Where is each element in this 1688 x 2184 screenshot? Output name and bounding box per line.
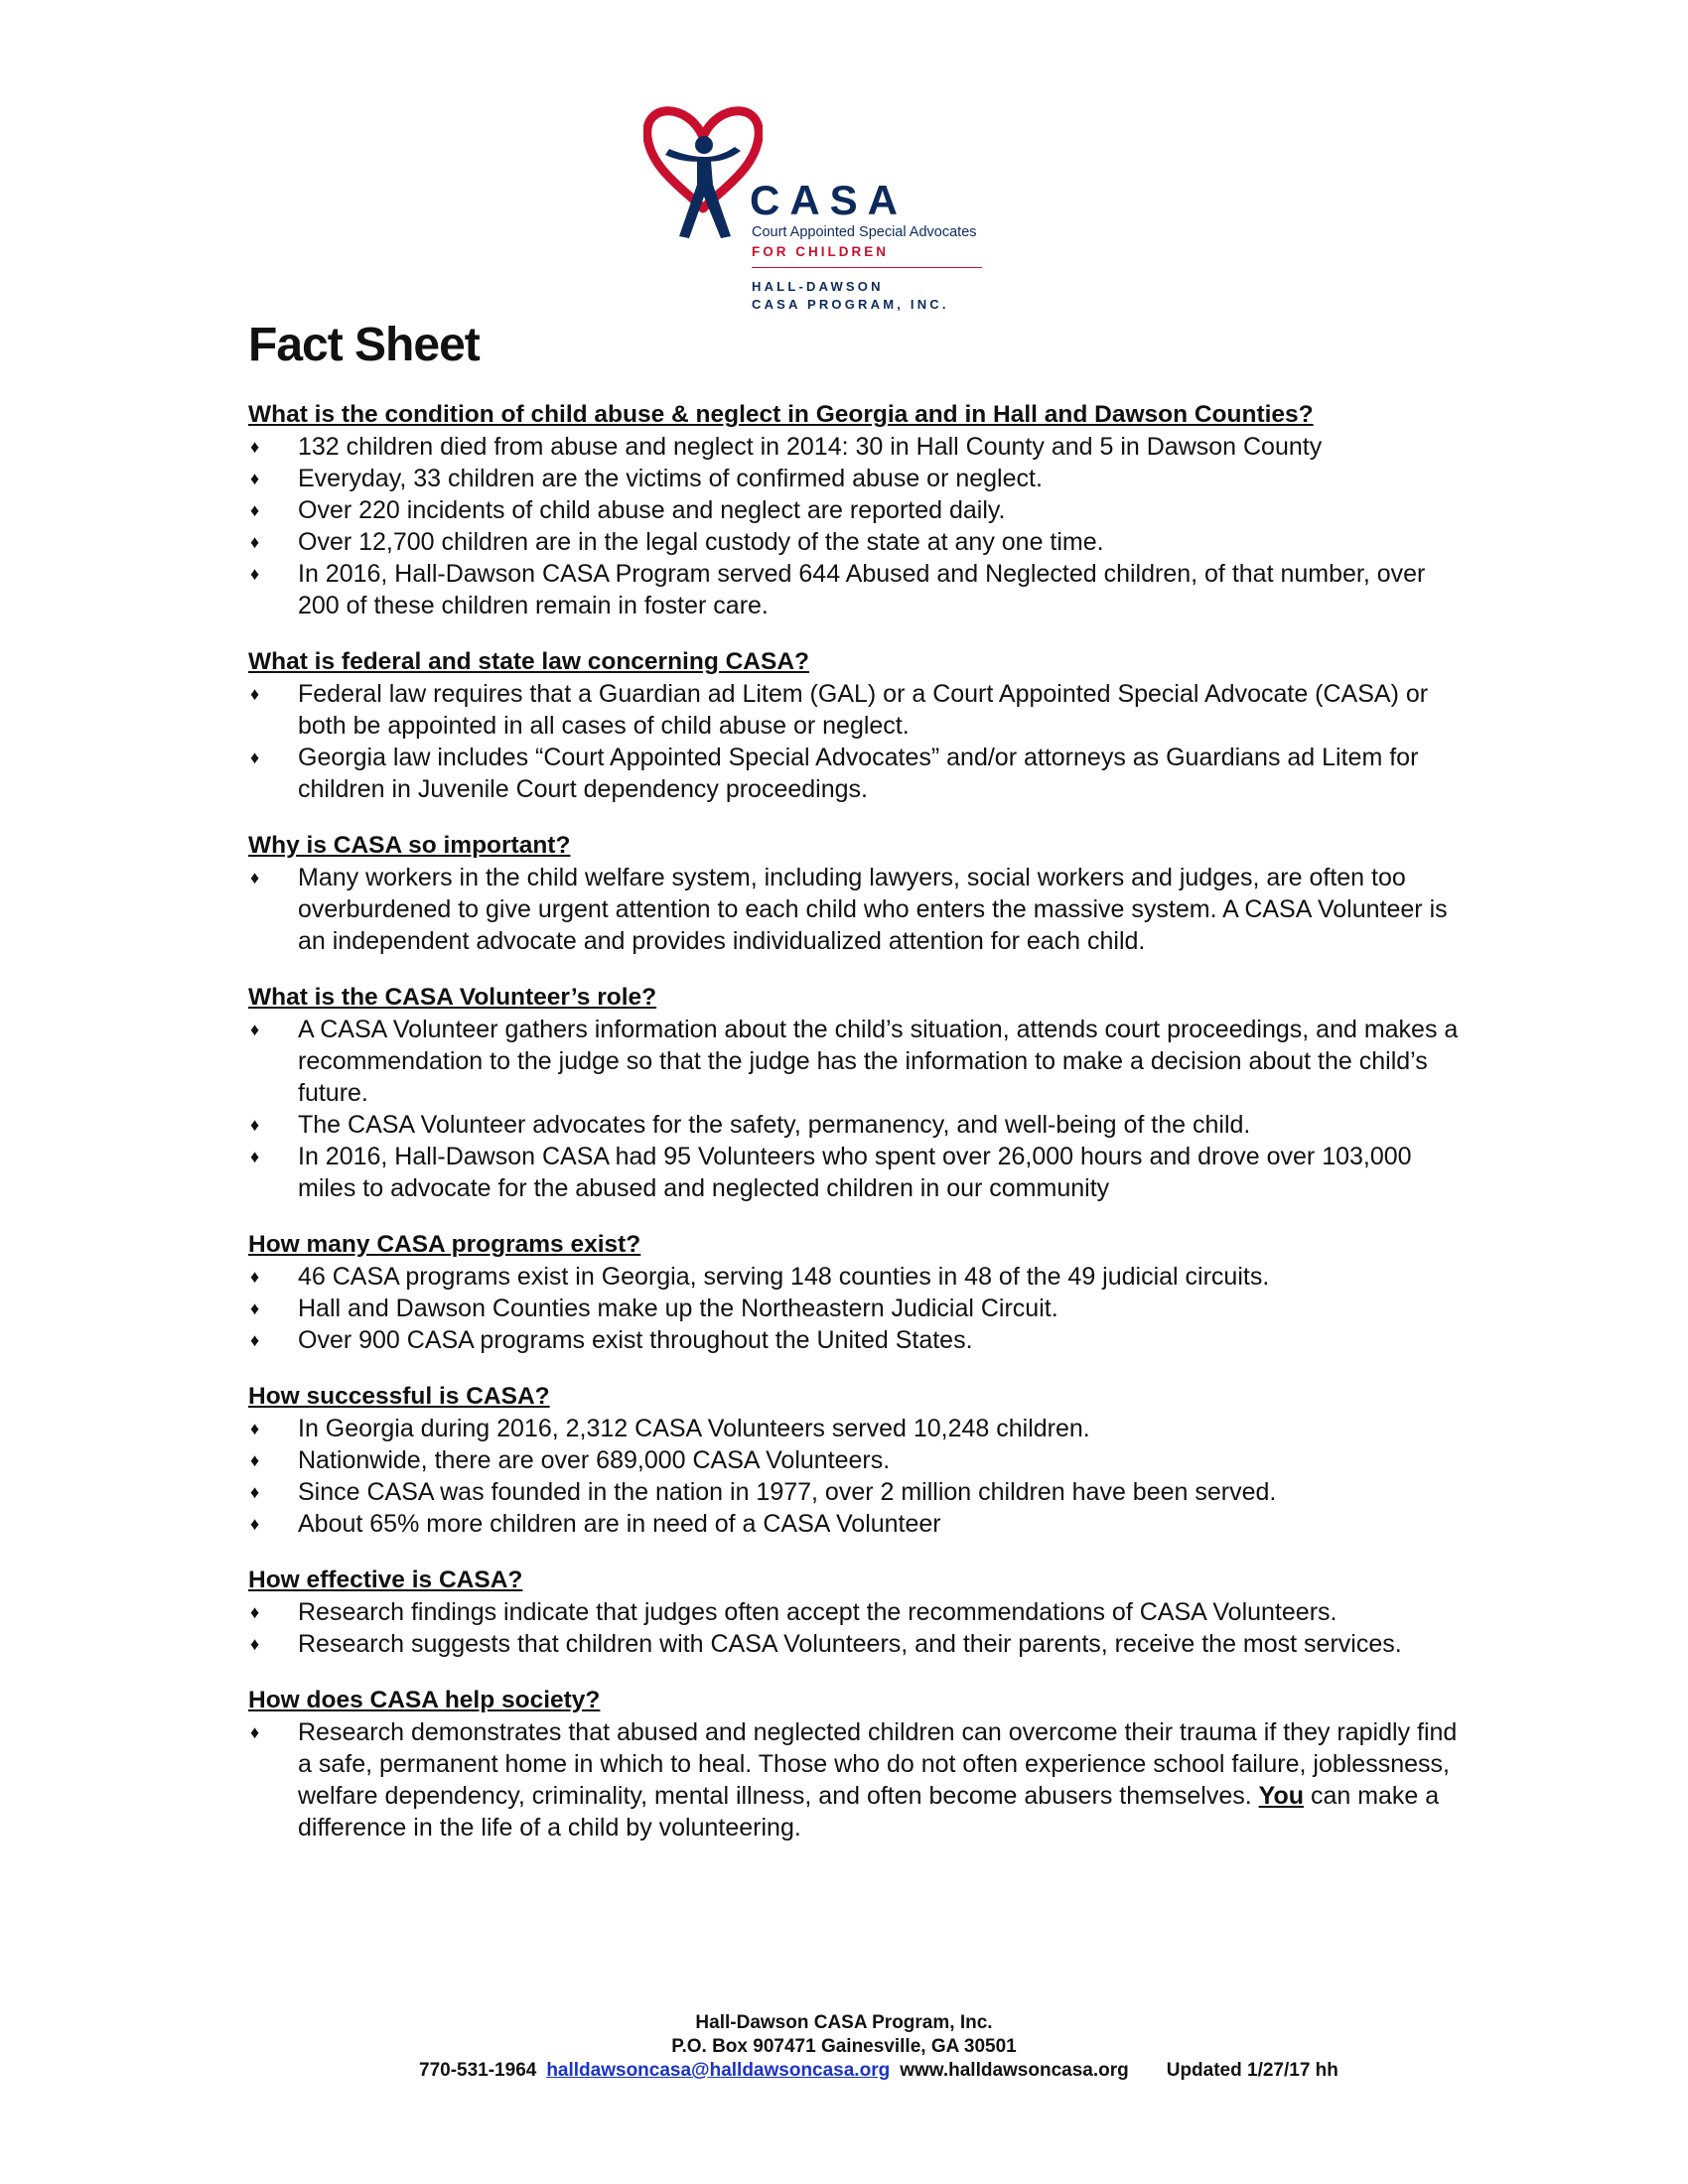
logo-program-line1: HALL-DAWSON	[752, 279, 884, 294]
section-heading: What is federal and state law concerning CASA?	[248, 648, 809, 675]
list-item	[248, 1293, 1460, 1324]
bullet-list	[248, 1261, 1460, 1356]
list-item-text: The CASA Volunteer advocates for the safety, permanency, and well-being of the child.	[298, 1111, 1251, 1139]
section-programs	[248, 1229, 1460, 1356]
list-item-text: Research demonstrates that abused and neglected children can overcome their trauma if they rapidly find a safe, permanent home in which to heal. Those who do not often experience school failure, joblessness, welfare dependency, criminality, mental illness, and often become abusers themselves.	[298, 1718, 1458, 1810]
list-item	[248, 526, 1460, 558]
list-item	[248, 1413, 1460, 1444]
list-item	[248, 1476, 1460, 1508]
section-success	[248, 1381, 1460, 1540]
diamond-bullet-icon: ♦	[250, 1020, 260, 1039]
list-item	[248, 678, 1460, 742]
list-item-text: Over 900 CASA programs exist throughout the United States.	[298, 1326, 973, 1354]
section-heading: How does CASA help society?	[248, 1687, 601, 1713]
section-society	[248, 1685, 1460, 1843]
list-item	[248, 1324, 1460, 1356]
diamond-bullet-icon: ♦	[250, 1514, 260, 1534]
diamond-bullet-icon: ♦	[250, 564, 260, 584]
section-heading: How effective is CASA?	[248, 1567, 523, 1593]
logo-program-line2: CASA PROGRAM, INC.	[752, 297, 949, 312]
bullet-list	[248, 862, 1460, 957]
footer-updated: Updated 1/27/17 hh	[1166, 2060, 1338, 2081]
footer-website[interactable]: www.halldawsoncasa.org	[900, 2060, 1129, 2081]
diamond-bullet-icon: ♦	[250, 437, 260, 457]
footer	[0, 2011, 1688, 2081]
list-item	[248, 1508, 1460, 1540]
diamond-bullet-icon: ♦	[250, 868, 260, 887]
bullet-list	[248, 431, 1460, 621]
list-item-text: Over 12,700 children are in the legal custody of the state at any one time.	[298, 528, 1104, 556]
bullet-list	[248, 1716, 1460, 1843]
list-item-text: Research findings indicate that judges often accept the recommendations of CASA Volunteers.	[298, 1598, 1337, 1626]
list-item	[248, 463, 1460, 494]
section-heading: What is the condition of child abuse & neglect in Georgia and in Hall and Dawson Counties?	[248, 401, 1314, 428]
list-item-text-end: can make a difference in the life of a child by volunteering.	[298, 1782, 1440, 1842]
list-item	[248, 1141, 1460, 1204]
footer-email-link[interactable]: halldawsoncasa@halldawsoncasa.org	[546, 2060, 891, 2081]
bullet-list	[248, 678, 1460, 805]
section-heading: Why is CASA so important?	[248, 832, 571, 859]
footer-org: Hall-Dawson CASA Program, Inc.	[695, 2012, 993, 2033]
list-item	[248, 431, 1460, 463]
diamond-bullet-icon: ♦	[250, 684, 260, 704]
bullet-list	[248, 1413, 1460, 1540]
list-item-text: Nationwide, there are over 689,000 CASA Volunteers.	[298, 1446, 891, 1474]
list-item-text: About 65% more children are in need of a CASA Volunteer	[298, 1510, 941, 1538]
diamond-bullet-icon: ♦	[250, 1602, 260, 1622]
list-item	[248, 742, 1460, 805]
diamond-bullet-icon: ♦	[250, 469, 260, 488]
list-item-text: 46 CASA programs exist in Georgia, serving 148 counties in 48 of the 49 judicial circuits.	[298, 1263, 1270, 1291]
list-item-text: A CASA Volunteer gathers information about the child’s situation, attends court proceedings, and makes a recommendation to the judge so that the judge has the information to make a decision about the child’s future.	[298, 1016, 1459, 1107]
list-item-text: Federal law requires that a Guardian ad Litem (GAL) or a Court Appointed Special Advocate (CASA) or both be appointed in all cases of child abuse or neglect.	[298, 680, 1429, 740]
heart-figure-icon	[643, 97, 763, 246]
fact-sections	[248, 399, 1460, 1868]
section-heading: What is the CASA Volunteer’s role?	[248, 984, 657, 1011]
page-title: Fact Sheet	[248, 319, 480, 371]
bullet-list	[248, 1596, 1460, 1660]
diamond-bullet-icon: ♦	[250, 1298, 260, 1318]
diamond-bullet-icon: ♦	[250, 1482, 260, 1502]
diamond-bullet-icon: ♦	[250, 1115, 260, 1135]
list-item	[248, 862, 1460, 957]
diamond-bullet-icon: ♦	[250, 748, 260, 767]
diamond-bullet-icon: ♦	[250, 1634, 260, 1654]
list-item-text: In 2016, Hall-Dawson CASA Program served 644 Abused and Neglected children, of that number, over 200 of these children remain in foster care.	[298, 560, 1426, 619]
footer-contact-line	[419, 2059, 1338, 2083]
list-item	[248, 1444, 1460, 1476]
section-condition	[248, 399, 1460, 621]
list-item	[248, 558, 1460, 621]
diamond-bullet-icon: ♦	[250, 1330, 260, 1350]
list-item-text: Research suggests that children with CASA Volunteers, and their parents, receive the most services.	[298, 1630, 1402, 1658]
list-item	[248, 1628, 1460, 1660]
diamond-bullet-icon: ♦	[250, 1267, 260, 1287]
list-item	[248, 1014, 1460, 1109]
logo-divider	[752, 267, 982, 268]
section-heading: How many CASA programs exist?	[248, 1231, 641, 1258]
logo-tagline: Court Appointed Special Advocates	[752, 224, 977, 240]
emphasis-you: You	[1258, 1782, 1304, 1810]
list-item-text: 132 children died from abuse and neglect in 2014: 30 in Hall County and 5 in Dawson County	[298, 433, 1323, 461]
diamond-bullet-icon: ♦	[250, 500, 260, 520]
footer-address: P.O. Box 907471 Gainesville, GA 30501	[671, 2036, 1017, 2057]
diamond-bullet-icon: ♦	[250, 1450, 260, 1470]
section-heading: How successful is CASA?	[248, 1383, 550, 1410]
casa-logo	[635, 97, 1033, 316]
section-volunteer-role	[248, 982, 1460, 1204]
list-item-text: Hall and Dawson Counties make up the Northeastern Judicial Circuit.	[298, 1295, 1058, 1322]
diamond-bullet-icon: ♦	[250, 1147, 260, 1166]
section-effectiveness	[248, 1565, 1460, 1660]
list-item	[248, 1716, 1460, 1843]
list-item-text: In Georgia during 2016, 2,312 CASA Volunteers served 10,248 children.	[298, 1415, 1090, 1442]
list-item-text: Many workers in the child welfare system, including lawyers, social workers and judges, are often too overburdened to give urgent attention to each child who enters the massive system. A CASA Volunteer is an independent advocate and provides individualized attention for each child.	[298, 864, 1448, 955]
section-importance	[248, 830, 1460, 957]
list-item	[248, 1261, 1460, 1293]
list-item-text: Georgia law includes “Court Appointed Special Advocates” and/or attorneys as Guardians ad Litem for children in Juvenile Court dependency proceedings.	[298, 744, 1419, 803]
footer-phone: 770-531-1964	[419, 2060, 537, 2081]
casa-wordmark: CASA	[750, 177, 909, 223]
list-item-text: In 2016, Hall-Dawson CASA had 95 Volunteers who spent over 26,000 hours and drove over 103,000 miles to advocate for the abused and neglected children in our community	[298, 1143, 1412, 1202]
bullet-list	[248, 1014, 1460, 1204]
list-item	[248, 494, 1460, 526]
list-item-text: Over 220 incidents of child abuse and neglect are reported daily.	[298, 496, 1006, 524]
diamond-bullet-icon: ♦	[250, 1419, 260, 1438]
diamond-bullet-icon: ♦	[250, 1722, 260, 1742]
diamond-bullet-icon: ♦	[250, 532, 260, 552]
list-item-text: Since CASA was founded in the nation in 1977, over 2 million children have been served.	[298, 1478, 1277, 1506]
list-item	[248, 1109, 1460, 1141]
logo-tagline-children: FOR CHILDREN	[752, 244, 889, 259]
list-item	[248, 1596, 1460, 1628]
section-law	[248, 646, 1460, 805]
list-item-text: Everyday, 33 children are the victims of confirmed abuse or neglect.	[298, 465, 1043, 492]
